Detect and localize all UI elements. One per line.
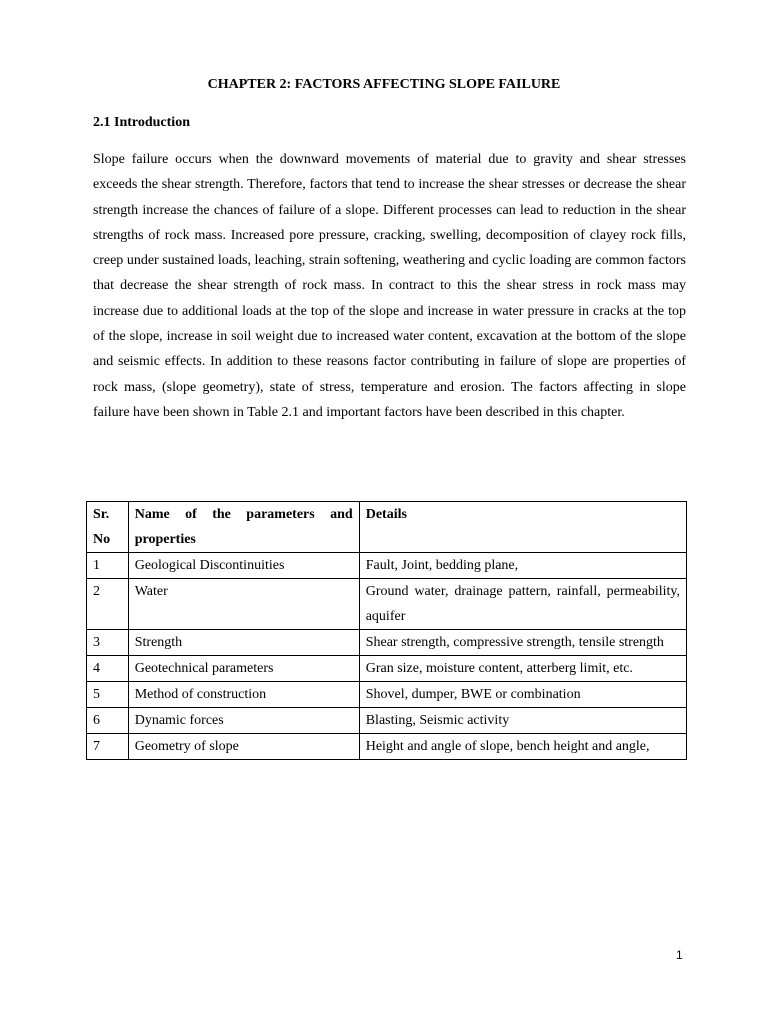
row-parameter-name: Dynamic forces (128, 708, 359, 734)
row-details: Ground water, drainage pattern, rainfall, permeability, aquifer (359, 579, 686, 630)
header-name (128, 502, 359, 553)
table-row (87, 579, 687, 630)
row-number: 7 (87, 734, 129, 760)
header-name-text: Name of the parameters and properties (134, 507, 353, 547)
row-details: Fault, Joint, bedding plane, (359, 553, 686, 579)
table-row (87, 656, 687, 682)
row-details: Shear strength, compressive strength, tensile strength (359, 630, 686, 656)
page-number: 1 (676, 948, 683, 962)
section-heading: 2.1 Introduction (93, 115, 190, 130)
row-number: 3 (87, 630, 129, 656)
row-number: 4 (87, 656, 129, 682)
row-number: 5 (87, 682, 129, 708)
row-details: Shovel, dumper, BWE or combination (359, 682, 686, 708)
chapter-title: CHAPTER 2: FACTORS AFFECTING SLOPE FAILURE (207, 77, 561, 92)
table-header-row (87, 502, 687, 553)
table-row (87, 682, 687, 708)
row-number: 2 (87, 579, 129, 630)
row-parameter-name: Geological Discontinuities (128, 553, 359, 579)
intro-paragraph: Slope failure occurs when the downward movements of material due to gravity and shear stresses exceeds the shear strength. Therefore, factors that tend to increase the shear stresses or decrease the shear strength increase the chances of failure of a slope. Different processes can lead to reduction in the shear strengths of rock mass. Increased pore pressure, cracking, swelling, decomposition of clayey rock fills, creep under sustained loads, leaching, strain softening, weathering and cyclic loading are common factors that decrease the shear strength of rock mass. In contract to this the shear stress in rock mass may increase due to additional loads at the top of the slope and increase in water pressure in cracks at the top of the slope, increase in soil weight due to increased water content, excavation at the bottom of the slope and seismic effects. In addition to these reasons factor contributing in failure of slope are properties of rock mass, (slope geometry), state of stress, temperature and erosion. The factors affecting in slope failure have been shown in Table 2.1 and important factors have been described in this chapter. (93, 152, 686, 420)
row-number: 6 (87, 708, 129, 734)
row-details: Gran size, moisture content, atterberg limit, etc. (359, 656, 686, 682)
row-details: Height and angle of slope, bench height and angle, (359, 734, 686, 760)
row-details: Blasting, Seismic activity (359, 708, 686, 734)
table-row (87, 708, 687, 734)
row-parameter-name: Method of construction (128, 682, 359, 708)
row-parameter-name: Water (128, 579, 359, 630)
row-parameter-name: Strength (128, 630, 359, 656)
parameters-table (86, 501, 687, 760)
row-parameter-name: Geometry of slope (128, 734, 359, 760)
header-sr-no: Sr. No (87, 502, 129, 553)
table-row (87, 734, 687, 760)
row-number: 1 (87, 553, 129, 579)
table-row (87, 630, 687, 656)
header-details: Details (359, 502, 686, 553)
table-row (87, 553, 687, 579)
row-parameter-name: Geotechnical parameters (128, 656, 359, 682)
